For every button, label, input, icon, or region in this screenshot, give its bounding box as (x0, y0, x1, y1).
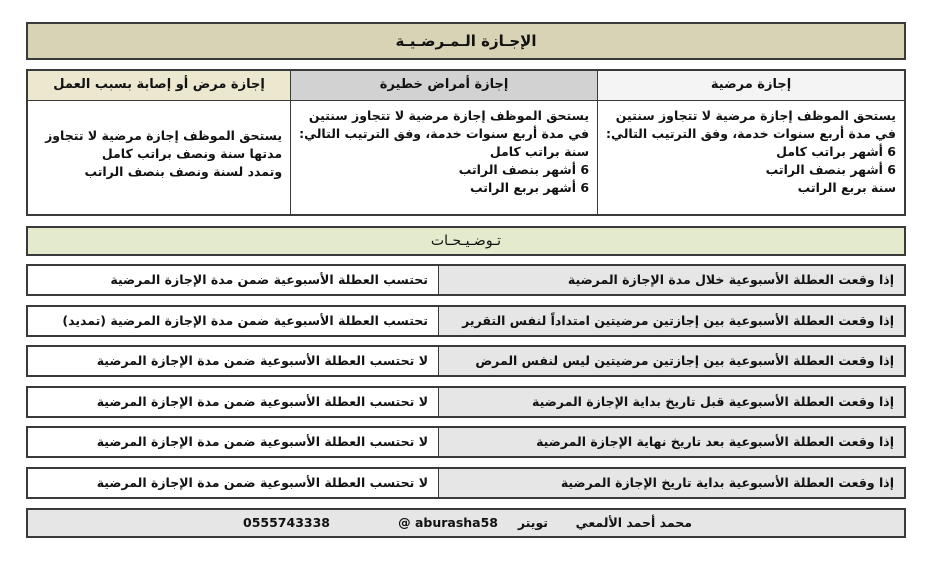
body-line: 6 أشهر بنصف الراتب (458, 162, 590, 177)
rule-result: تحتسب العطلة الأسبوعية ضمن مدة الإجازة المرضية (تمديد) (28, 307, 438, 335)
twitter-handle: @ aburasha58 (398, 515, 498, 530)
body-line: 6 أشهر بربع الراتب (470, 180, 590, 195)
column-header: إجازة أمراض خطيرة (291, 71, 597, 101)
rule-row (26, 264, 906, 296)
leave-types-table (26, 69, 906, 216)
rule-condition: إذا وقعت العطلة الأسبوعية خلال مدة الإجازة المرضية (438, 266, 904, 294)
footer (26, 508, 906, 538)
rule-condition: إذا وقعت العطلة الأسبوعية بداية تاريخ الإجازة المرضية (438, 469, 904, 497)
twitter-label: تويتر (517, 515, 548, 530)
rule-result: لا تحتسب العطلة الأسبوعية ضمن مدة الإجازة المرضية (28, 428, 438, 456)
rule-row (26, 467, 906, 499)
column-work-injury (28, 71, 290, 214)
rule-row (26, 386, 906, 418)
rule-condition: إذا وقعت العطلة الأسبوعية قبل تاريخ بداية الإجازة المرضية (438, 388, 904, 416)
rule-result: تحتسب العطلة الأسبوعية ضمن مدة الإجازة المرضية (28, 266, 438, 294)
column-header: إجازة مرضية (598, 71, 904, 101)
rule-result: لا تحتسب العطلة الأسبوعية ضمن مدة الإجازة المرضية (28, 388, 438, 416)
rule-row (26, 426, 906, 458)
body-line: 6 أشهر بنصف الراتب (765, 162, 896, 177)
phone-number: 0555743338 (243, 515, 330, 530)
body-line: وتمدد لسنة ونصف بنصف الراتب (84, 164, 283, 179)
body-line: يستحق الموظف إجازة مرضية لا تتجاوز سنتين (308, 108, 590, 123)
body-line: في مدة أربع سنوات خدمة، وفق الترتيب التالي: (606, 126, 896, 141)
author-name: محمد أحمد الألمعي (575, 515, 692, 530)
notes-title: تـوضـيـحـات (26, 226, 906, 256)
rule-condition: إذا وقعت العطلة الأسبوعية بين إجازتين مرضيتين ليس لنفس المرض (438, 347, 904, 375)
body-line: 6 أشهر براتب كامل (776, 144, 896, 159)
rule-result: لا تحتسب العطلة الأسبوعية ضمن مدة الإجازة المرضية (28, 347, 438, 375)
rule-condition: إذا وقعت العطلة الأسبوعية بين إجازتين مرضيتين امتداداً لنفس التقرير (438, 307, 904, 335)
column-body (291, 101, 597, 214)
body-line: مدتها سنة ونصف براتب كامل (101, 146, 283, 161)
rule-result: لا تحتسب العطلة الأسبوعية ضمن مدة الإجازة المرضية (28, 469, 438, 497)
column-sick-leave (597, 71, 904, 214)
column-body (28, 101, 290, 214)
page-title: الإجـازة الـمـرضـيـة (26, 22, 906, 60)
column-header: إجازة مرض أو إصابة بسبب العمل (28, 71, 290, 101)
body-line: سنة براتب كامل (489, 144, 590, 159)
body-line: سنة بربع الراتب (797, 180, 896, 195)
rule-row (26, 305, 906, 337)
column-body (598, 101, 904, 214)
rule-row (26, 345, 906, 377)
body-line: يستحق الموظف إجازة مرضية لا تتجاوز (45, 128, 283, 143)
body-line: يستحق الموظف إجازة مرضية لا تتجاوز سنتين (615, 108, 896, 123)
column-serious-illness (290, 71, 597, 214)
body-line: في مدة أربع سنوات خدمة، وفق الترتيب التالي: (299, 126, 590, 141)
rule-condition: إذا وقعت العطلة الأسبوعية بعد تاريخ نهاية الإجازة المرضية (438, 428, 904, 456)
